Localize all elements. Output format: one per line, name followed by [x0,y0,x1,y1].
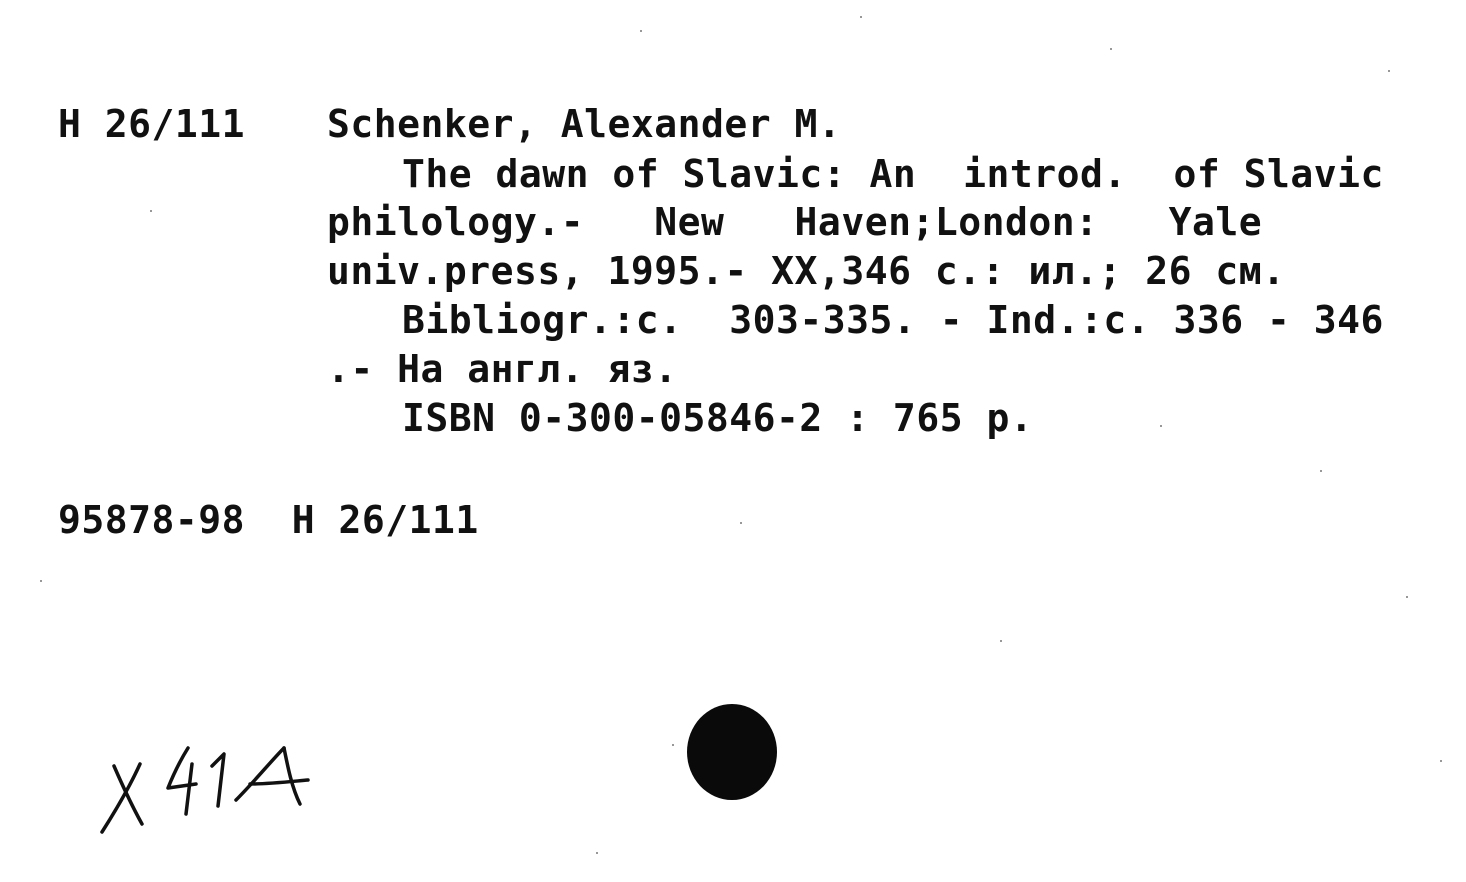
bibliography-note-line-1: Bibliogr.:c. 303-335. - Ind.:c. 336 - 346 [402,298,1384,342]
accession-line: 95878-98 H 26/111 [58,498,479,542]
isbn-price-line: ISBN 0-300-05846-2 : 765 р. [402,396,1034,440]
title-line-3: univ.press, 1995.- XX,346 с.: ил.; 26 см. [327,249,1286,293]
shelfmark: H 26/111 [58,102,246,146]
bibliography-note-line-2: .- На англ. яз. [327,347,678,391]
title-line-2: philology.- New Haven;London: Yale [327,200,1263,244]
title-line-1: The dawn of Slavic: An introd. of Slavic [402,152,1384,196]
author-heading: Schenker, Alexander M. [327,102,842,146]
handwritten-code-drawing [96,744,326,844]
punch-hole [687,704,777,800]
